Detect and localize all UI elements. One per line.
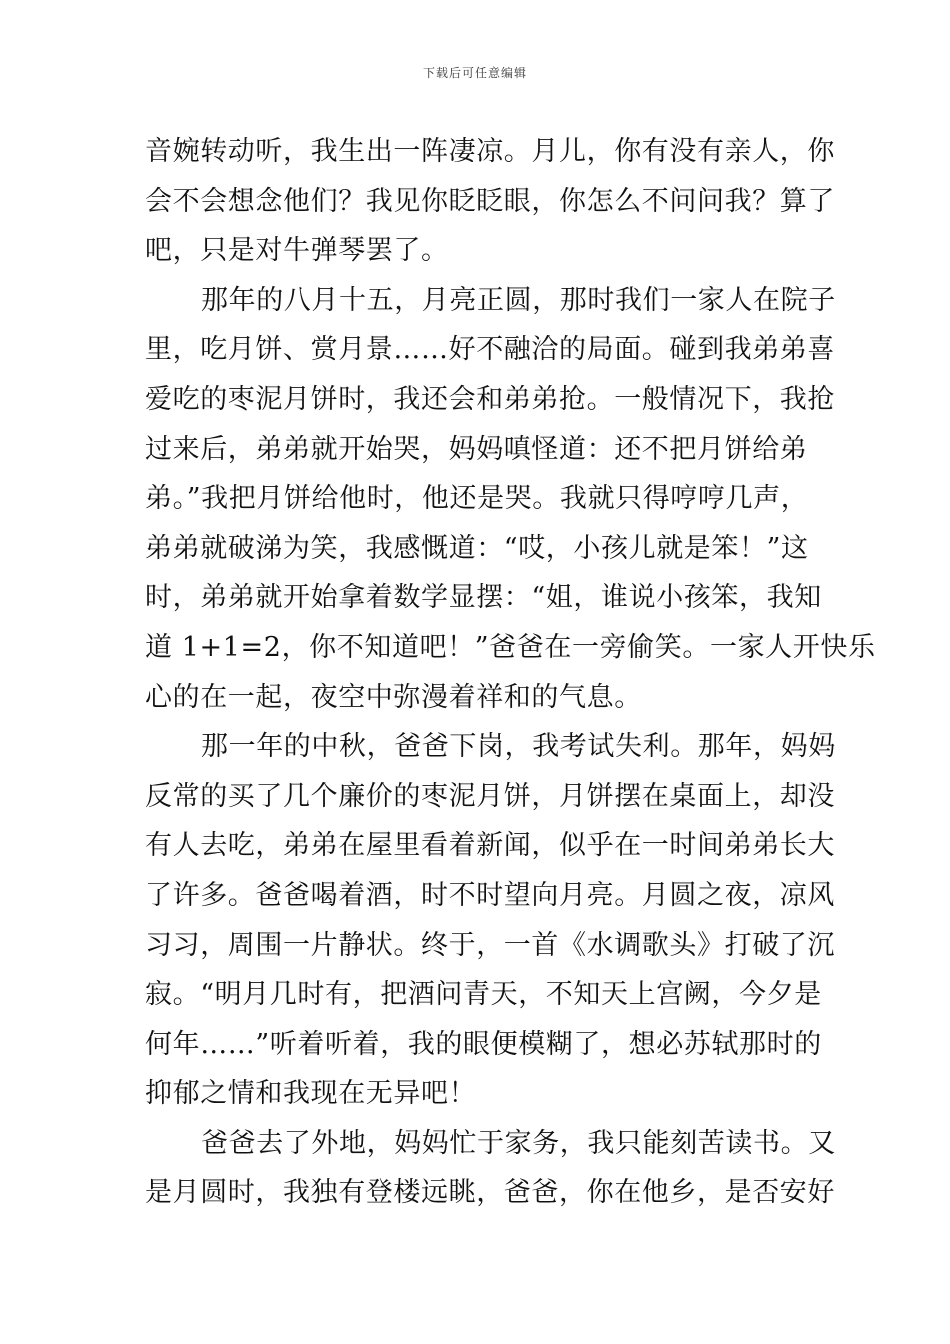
text-line: 爸爸去了外地，妈妈忙于家务，我只能刻苦读书。又 — [201, 1127, 836, 1159]
text-line: 那一年的中秋，爸爸下岗，我考试失利。那年，妈妈 — [201, 731, 836, 763]
text-line: 心的在一起，夜空中弥漫着祥和的气息。 — [145, 681, 642, 713]
text-line: 有人去吃，弟弟在屋里看着新闻，似乎在一时间弟弟长大 — [145, 830, 835, 862]
text-line: 何年……”听着听着，我的眼便模糊了，想必苏轼那时的 — [145, 1028, 822, 1060]
text-line: 道 1+1=2，你不知道吧！”爸爸在一旁偷笑。一家人开快乐 — [145, 631, 876, 663]
text-line: 时，弟弟就开始拿着数学显摆：“姐，谁说小孩笨，我知 — [145, 582, 822, 614]
text-line: 里，吃月饼、赏月景……好不融洽的局面。碰到我弟弟喜 — [145, 334, 835, 366]
page-header: 下载后可任意编辑 — [422, 66, 527, 80]
text-line: 弟。”我把月饼给他时，他还是哭。我就只得哼哼几声， — [145, 483, 809, 515]
document-body — [145, 127, 876, 1218]
text-line: 习习，周围一片静状。终于，一首《水调歌头》打破了沉 — [145, 929, 835, 961]
text-line: 反常的买了几个廉价的枣泥月饼，月饼摆在桌面上，却没 — [145, 780, 835, 812]
text-line: 吧，只是对牛弹琴罢了。 — [145, 235, 449, 267]
paragraph — [145, 722, 836, 1119]
text-line: 会不会想念他们？我见你眨眨眼，你怎么不问问我？算了 — [145, 185, 835, 217]
text-line: 音婉转动听，我生出一阵凄凉。月儿，你有没有亲人，你 — [145, 136, 835, 167]
text-line: 了许多。爸爸喝着酒，时不时望向月亮。月圆之夜，凉风 — [145, 879, 835, 911]
text-line: 弟弟就破涕为笑，我感慨道：“哎，小孩儿就是笨！”这 — [145, 532, 809, 564]
text-line: 抑郁之情和我现在无异吧！ — [145, 1078, 477, 1110]
paragraph — [145, 1119, 836, 1218]
text-line: 过来后，弟弟就开始哭，妈妈嗔怪道：还不把月饼给弟 — [145, 433, 808, 465]
text-line: 寂。“明月几时有，把酒问青天，不知天上宫阙，今夕是 — [145, 979, 822, 1011]
text-line: 是月圆时，我独有登楼远眺，爸爸，你在他乡，是否安好 — [145, 1177, 835, 1209]
paragraph — [145, 276, 876, 722]
text-line: 爱吃的枣泥月饼时，我还会和弟弟抢。一般情况下，我抢 — [145, 383, 835, 415]
paragraph — [145, 127, 835, 276]
text-line: 那年的八月十五，月亮正圆，那时我们一家人在院子 — [201, 284, 836, 316]
